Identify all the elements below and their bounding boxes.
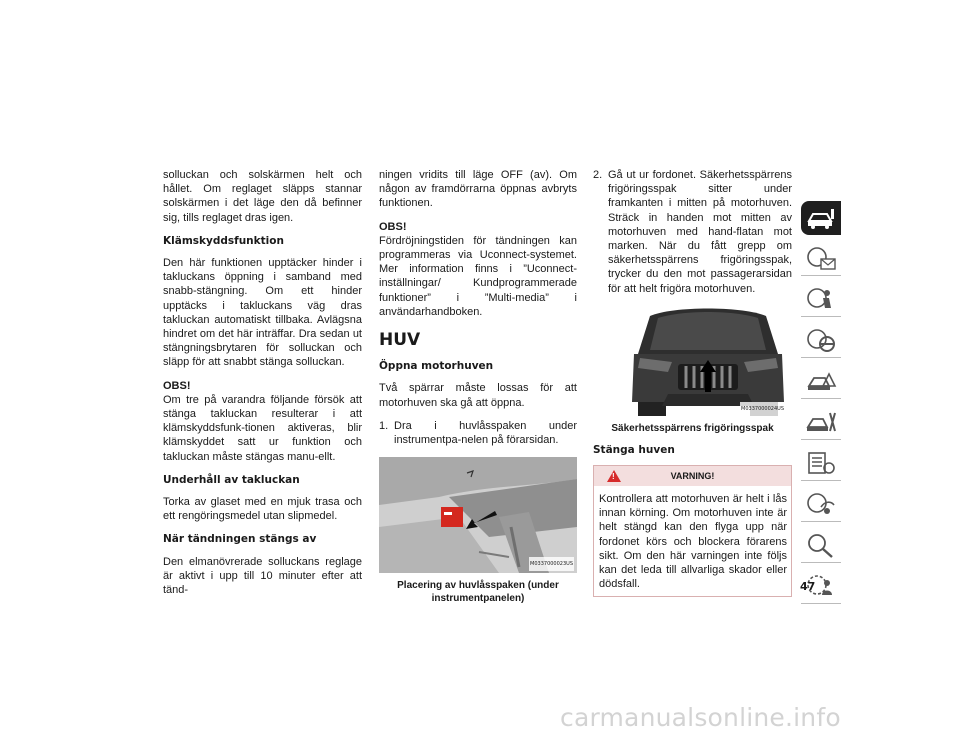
column-left <box>163 168 362 606</box>
seat-airbag-icon <box>805 286 837 312</box>
list-gear-icon <box>805 450 837 476</box>
column-middle <box>379 168 577 611</box>
tab-specifications[interactable] <box>801 446 841 481</box>
paragraph: Torka av glaset med en mjuk trasa och ett rengöringsmedel utan slipmedel. <box>163 496 362 523</box>
car-wrench-icon <box>805 409 837 435</box>
tab-index[interactable] <box>801 528 841 563</box>
hood-release-lever-image <box>379 457 577 573</box>
list-item <box>593 168 792 296</box>
tab-dashboard[interactable] <box>801 241 841 276</box>
tab-service[interactable] <box>801 405 841 440</box>
heading-stanga-huven: Stänga huven <box>593 443 675 456</box>
figure-code: M0337000023US <box>529 557 574 571</box>
tab-emergency[interactable] <box>801 364 841 399</box>
column-right <box>593 168 792 597</box>
list-text: Gå ut ur fordonet. Säkerhetsspärrens frigöringsspak sitter under framkanten i mitten på motorhuven. Sträck in handen mot mitten av motorhuven med hand-flatan mot marken. När du fått grepp om säkerhetsspärrens frigöringsspak, trycker du den mot passagerarsidan för att helt frigöra motorhuven. <box>608 169 792 295</box>
safety-catch-image <box>628 306 788 418</box>
list-number: 1. <box>379 419 389 432</box>
watermark: carmanualsonline.info <box>560 703 841 732</box>
list-number: 2. <box>593 169 603 181</box>
multimedia-icon <box>805 491 837 517</box>
magnifier-icon <box>805 532 837 558</box>
heading-oppna-motorhuven: Öppna motorhuven <box>379 360 494 373</box>
tab-multimedia[interactable] <box>801 487 841 522</box>
tab-driving[interactable] <box>801 323 841 358</box>
hood-release-lever-illustration <box>379 457 577 573</box>
warning-text: Kontrollera att motorhuven är helt i lås innan körning. Om motorhuven inte är helt stängd kan den flyga upp när fordonet körs och blockera förarens sikt. Om den här varningen inte följs kan det leda till allvarliga skador eller dödsfall. <box>599 493 787 591</box>
warning-title: VARNING! <box>670 471 715 482</box>
tab-vehicle-getting-started[interactable] <box>801 201 841 235</box>
heading-tandning: När tändningen stängs av <box>163 533 317 546</box>
figure-caption: Placering av huvlåsspaken (under instrumentpanelen) <box>397 580 559 605</box>
paragraph: Två spärrar måste lossas för att motorhuven ska gå att öppna. <box>379 382 577 409</box>
paragraph: ningen vridits till läge OFF (av). Om någon av framdörrarna öppnas avbryts funktionen. <box>379 169 577 210</box>
note-text: Om tre på varandra följande försök att stänga takluckan resulterar i att klämskyddsfunk-tionen aktiveras, blir klämskyddet satt ur funktion och takluckan måste stängas manu-ellt. <box>163 393 362 463</box>
envelope-gauge-icon <box>805 245 837 271</box>
list-text: Dra i huvlåsspaken under instrumentpa-nelen på förarsidan. <box>394 419 577 447</box>
heading-huv: HUV <box>379 330 421 351</box>
note-label: OBS! <box>379 220 407 233</box>
note-text: Fördröjningstiden för tändningen kan programmeras via Uconnect-systemet. Mer information finns i ”Uconnect-inställningar/ Kundprogrammerade funktioner” i ”Multi-media” i användarhandboken. <box>379 234 577 318</box>
figure-code: M0337000024US <box>740 402 785 416</box>
car-key-icon <box>805 205 837 231</box>
steering-wheel-icon <box>805 327 837 353</box>
heading-klamskydd: Klämskyddsfunktion <box>163 234 284 247</box>
paragraph: Den här funktionen upptäcker hinder i takluckans öppning i samband med snabb-stängning. Om ett hinder upptäcks i takluckans väg dras takluckan automatiskt tillbaka. Avlägsna hindret om det här inträffar. Dra sedan ut stängningsbrytaren för solluckan och släpp för att snabbt stänga solluckan. <box>163 257 362 369</box>
hazard-car-icon <box>805 368 837 394</box>
page-number: 47 <box>800 580 816 593</box>
paragraph: Den elmanövrerade solluckans reglage är aktivt i upp till 10 minuter efter att tänd- <box>163 555 362 597</box>
list-item <box>379 419 577 447</box>
warning-header <box>594 466 791 486</box>
heading-underhall: Underhåll av takluckan <box>163 473 300 486</box>
warning-icon: ! <box>607 470 621 482</box>
note-label: OBS! <box>163 379 191 392</box>
warning-box <box>593 465 792 597</box>
paragraph: solluckan och solskärmen helt och hållet. Om reglaget släpps stannar solskärmen i det läge den då befinner sig, tills reglaget dras igen. <box>163 169 362 224</box>
chapter-tabs <box>801 201 842 610</box>
tab-safety[interactable] <box>801 282 841 317</box>
figure-caption: Säkerhetsspärrens frigöringsspak <box>611 422 774 434</box>
